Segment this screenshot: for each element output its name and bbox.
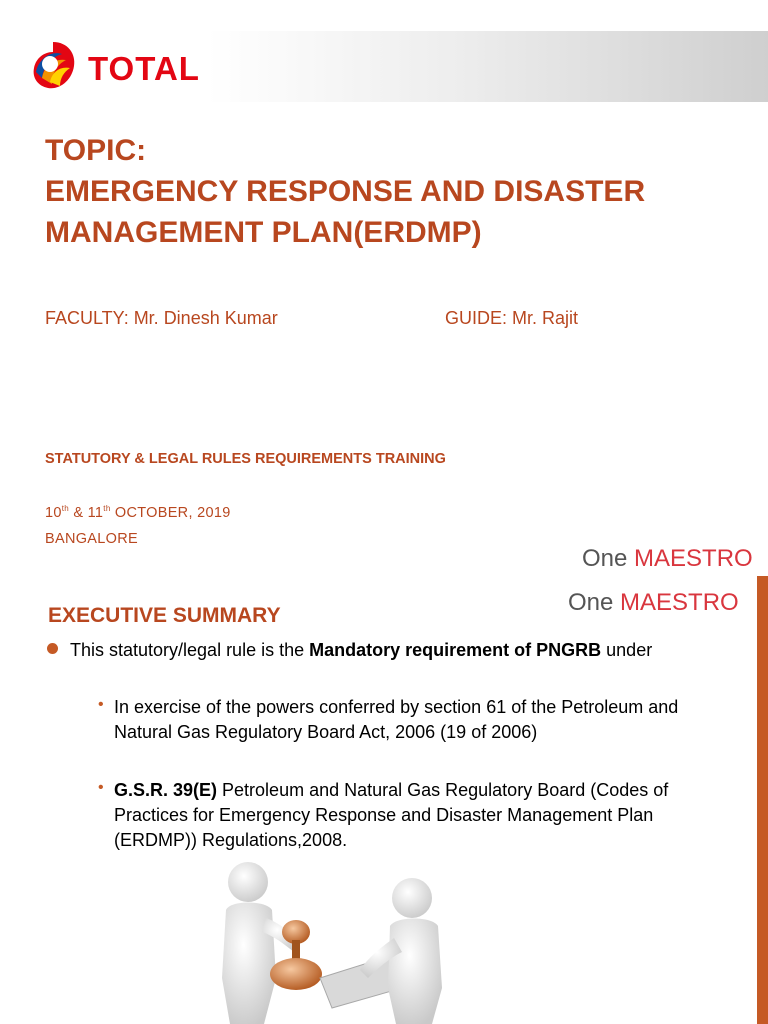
- slide-title: [45, 130, 755, 253]
- event-date: 10th & 11th OCTOBER, 2019: [45, 504, 231, 521]
- title-line: TOPIC:: [45, 134, 147, 167]
- guide-name: GUIDE: Mr. Rajit: [445, 308, 579, 328]
- main-bullet: [47, 638, 737, 663]
- brand-name: TOTAL: [88, 50, 200, 87]
- sub-bullet: [98, 695, 718, 745]
- training-title: STATUTORY & LEGAL RULES REQUIREMENTS TRAINING: [45, 451, 446, 467]
- bullet-dot-icon: •: [98, 696, 104, 713]
- main-bullet-text: This statutory/legal rule is the Mandatory requirement of PNGRB under: [70, 640, 653, 660]
- bullet-dot-icon: •: [98, 779, 104, 796]
- total-logo-icon: [28, 38, 78, 94]
- sub-bullet-text: In exercise of the powers conferred by section 61 of the Petroleum and Natural Gas Regulatory Board Act, 2006 (19 of 2006): [114, 697, 679, 742]
- sub-bullet-text: G.S.R. 39(E) Petroleum and Natural Gas Regulatory Board (Codes of Practices for Emergency Response and Disaster Management Plan (ERDMP)) Regulations,2008.: [114, 780, 669, 850]
- section-heading: EXECUTIVE SUMMARY: [48, 604, 281, 627]
- event-location: BANGALORE: [45, 531, 138, 547]
- title-line: MANAGEMENT PLAN(ERDMP): [45, 216, 482, 249]
- one-maestro-tagline: One MAESTRO: [568, 589, 739, 616]
- sub-bullet: [98, 778, 718, 853]
- faculty-name: FACULTY: Mr. Dinesh Kumar: [45, 308, 278, 328]
- figures-stamping-document-icon: [200, 858, 475, 1024]
- title-line: EMERGENCY RESPONSE AND DISASTER: [45, 175, 646, 208]
- bullet-dot-icon: [47, 643, 58, 654]
- one-maestro-tagline: One MAESTRO: [582, 545, 753, 572]
- accent-bar: [757, 576, 768, 1024]
